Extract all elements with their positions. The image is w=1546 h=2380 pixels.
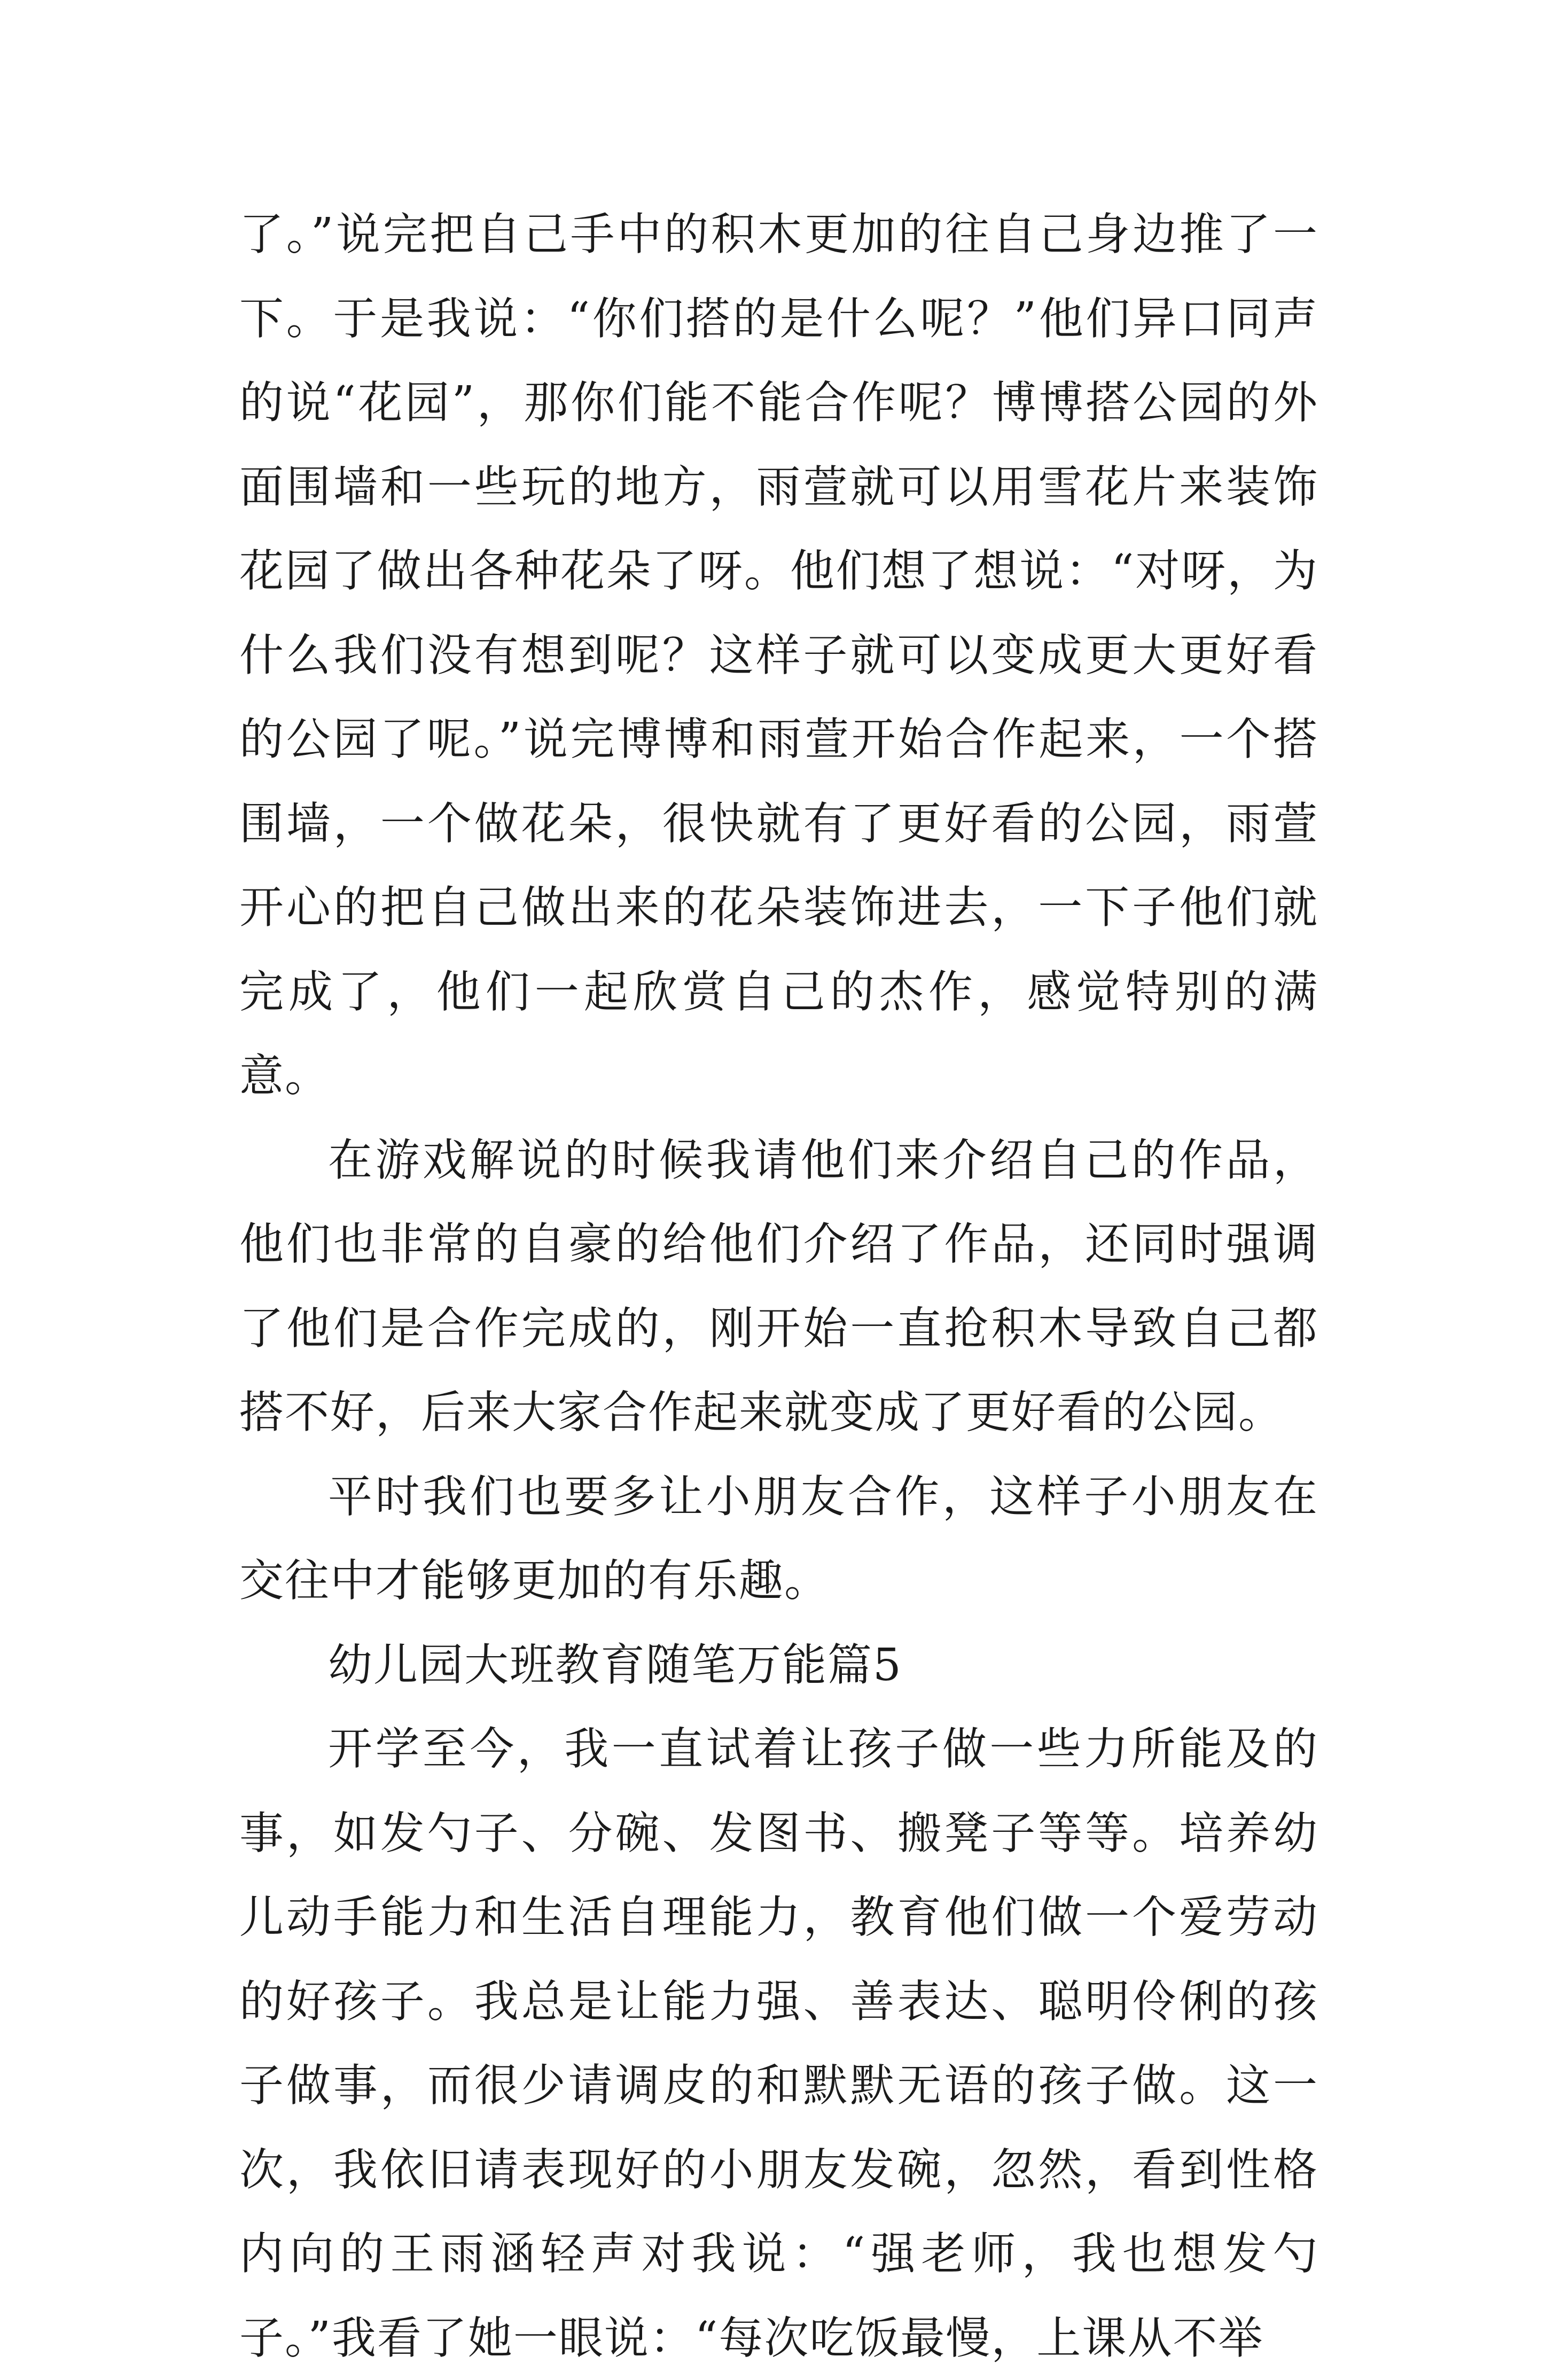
document-body: [239, 192, 1318, 2380]
paragraph-cooperation-note: 平时我们也要多让小朋友合作，这样子小朋友在交往中才能够更加的有乐趣。: [239, 1470, 1318, 1606]
paragraph-section-body: 开学至今，我一直试着让孩子做一些力所能及的事，如发勺子、分碗、发图书、搬凳子等等。培养幼儿动手能力和生活自理能力，教育他们做一个爱劳动的好孩子。我总是让能力强、善表达、聪明伶俐的孩子做事，而很少请调皮的和默默无语的孩子做。这一次，我依旧请表现好的小朋友发碗，忽然，看到性格内向的王雨涵轻声对我说：“强老师，我也想发勺子。”我看了她一眼说：“每次吃饭最慢，上课从不举: [239, 1723, 1318, 2364]
section-heading: 幼儿园大班教育随笔万能篇5: [328, 1638, 902, 1691]
paragraph-continuation: 了。”说完把自己手中的积木更加的往自己身边推了一下。于是我说：“你们搭的是什么呢？”他们异口同声的说“花园”，那你们能不能合作呢？博博搭公园的外面围墙和一些玩的地方，雨萱就可以用雪花片来装饰花园了做出各种花朵了呀。他们想了想说：“对呀，为什么我们没有想到呢？这样子就可以变成更大更好看的公园了呢。”说完博博和雨萱开始合作起来，一个搭围墙，一个做花朵，很快就有了更好看的公园，雨萱开心的把自己做出来的花朵装饰进去，一下子他们就完成了，他们一起欣赏自己的杰作，感觉特别的满意。: [239, 208, 1318, 1102]
paragraph-game-commentary: 在游戏解说的时候我请他们来介绍自己的作品，他们也非常的自豪的给他们介绍了作品，还同时强调了他们是合作完成的，刚开始一直抢积木导致自己都搭不好，后来大家合作起来就变成了更好看的公园。: [239, 1134, 1318, 1438]
